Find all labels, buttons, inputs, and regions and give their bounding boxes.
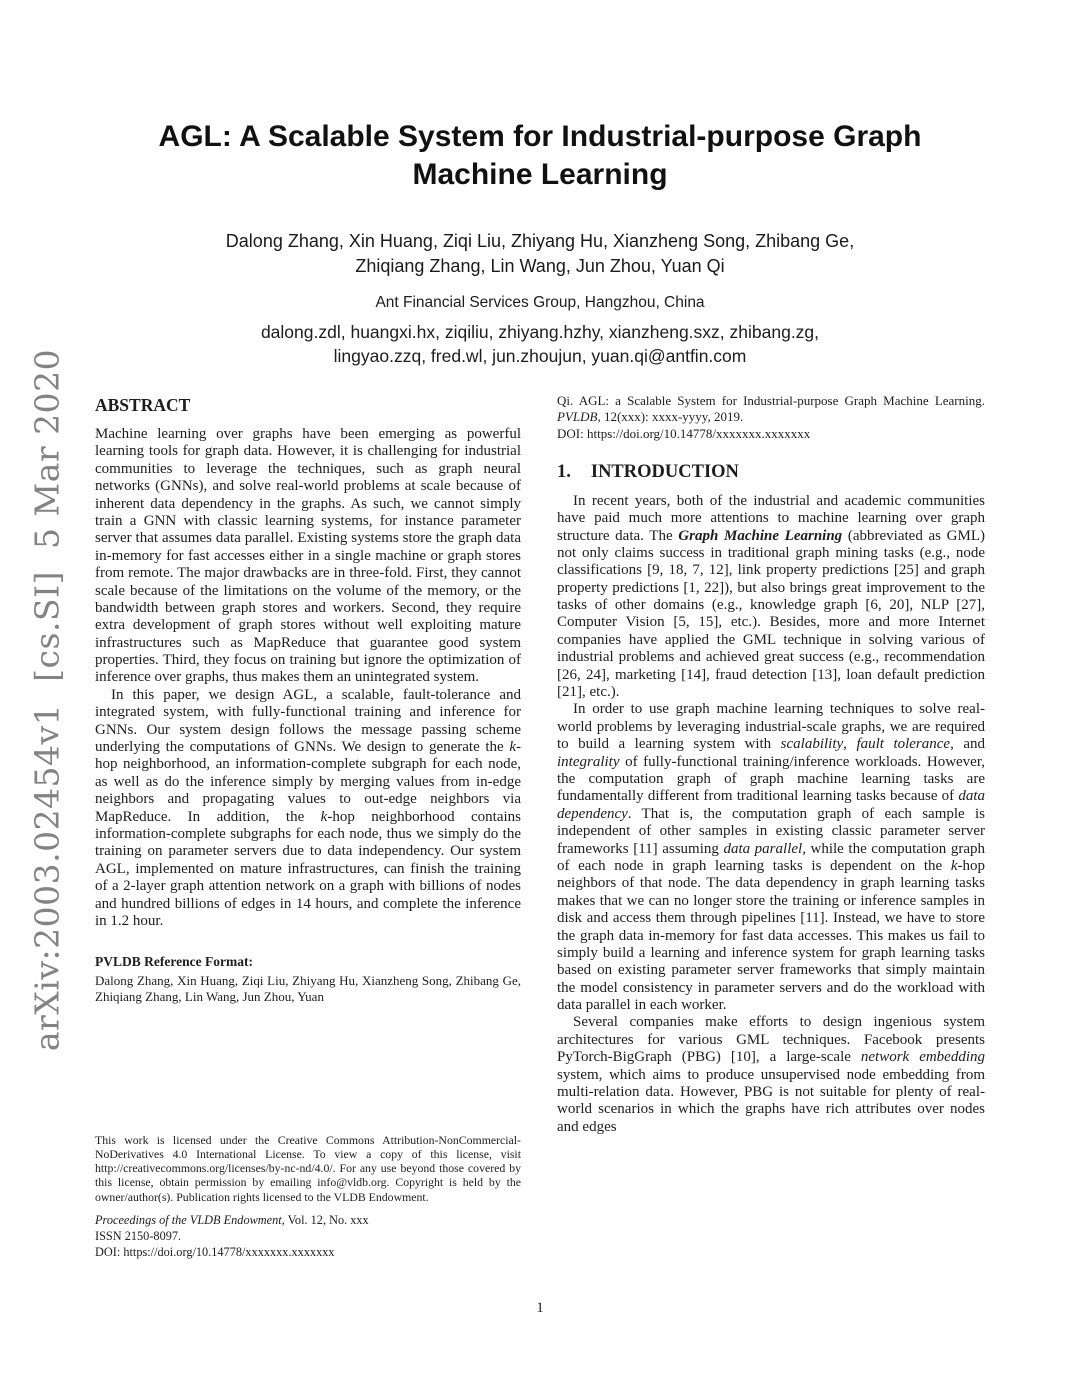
license-text: This work is licensed under the Creative Commons Attribution-NonCommercial-NoDerivatives 4.0 International License. To view a copy of this license, visit http://creativecommons.org/licenses/by-nc-nd/4.0/. For any use beyond those covered by this license, obtain permission by emailing info@vldb.org. Copyright is held by the owner/author(s). Publication rights licensed to the VLDB Endowment. [95,1133,521,1204]
title-line-1: AGL: A Scalable System for Industrial-purpose Graph [158,120,922,153]
section-number: 1. [557,461,571,482]
paper-title [0,118,1080,193]
reference-continuation [557,393,985,442]
section-title: INTRODUCTION [590,461,739,482]
proceedings-line: Proceedings of the VLDB Endowment, Vol. 12, No. xxx [95,1212,369,1227]
emails-line-2: lingyao.zzq, fred.wl, jun.zhoujun, yuan.qi@antfin.com [333,346,747,366]
paper-header [0,118,1080,369]
abstract-paragraph-1: Machine learning over graphs have been emerging as powerful learning tools for graph data. However, it is challenging for industrial communities to leverage the techniques, such as graph neural networks (GNNs), and solve real-world problems at scale because of inherent data dependency in the graphs. As such, we cannot simply train a GNN with classic learning systems, for instance parameter server that assumes data parallel. Existing systems store the graph data in-memory for fast accesses either in a single machine or graph stores from remote. The major drawbacks are in three-fold. First, they cannot scale because of the limitations on the volume of the memory, or the bandwidth between graph stores and workers. Second, they require extra development of graph stores without well exploiting mature infrastructures such as MapReduce that guarantee good system properties. Third, they focus on training but ignore the optimization of inference over graphs, thus makes them an unintegrated system. [95,426,521,686]
abstract-paragraph-2: In this paper, we design AGL, a scalable, fault-tolerance and integrated system, with fully-functional training and inference for GNNs. Our system design follows the message passing scheme underlying the computations of GNNs. We design to generate the k-hop neighborhood, an information-complete subgraph for each node, as well as do the inference simply by merging values from in-edge neighbors and propagating values to out-edge neighbors via MapReduce. In addition, the k-hop neighborhood contains information-complete subgraphs for each node, thus we simply do the training on parameter servers due to data independency. Our system AGL, implemented on mature infrastructures, can finish the training of a 2-layer graph attention network on a graph with billions of nodes and hundred billions of edges in 14 hours, and complete the inference in 1.2 hour. [95,686,521,929]
reference-continuation-text: Qi. AGL: a Scalable System for Industrial-purpose Graph Machine Learning. PVLDB, 12(xxx): xxxx-yyyy, 2019. [557,393,985,425]
introduction-paragraph-2: In order to use graph machine learning techniques to solve real-world problems by leveraging industrial-scale graphs, we are required to build a learning system with scalability, fault tolerance, and integrality of fully-functional training/inference workloads. However, the computation graph of graph machine learning tasks are fundamentally different from traditional learning tasks because of data dependency. That is, the computation graph of each sample is independent of other samples in existing classic parameter server frameworks [11] assuming data parallel, while the computation graph of each node in graph learning tasks is dependent on the k-hop neighbors of that node. The data dependency in graph learning tasks makes that we can no longer store the training or inference samples in disk and access them through pipelines [11]. Instead, we have to store the graph data in-memory for fast data accesses. This makes us fail to simply build a learning and inference system for graph learning tasks based on existing parameter server frameworks that simply maintain the model consistency in parameter servers and do the workload with data parallel in each worker. [557,701,986,1014]
issn-line: ISSN 2150-8097. [95,1228,182,1243]
page-footer [0,1300,1080,1317]
authors-line-2: Zhiqiang Zhang, Lin Wang, Jun Zhou, Yuan Qi [355,256,725,277]
author-emails [0,321,1080,368]
emails-line-1: dalong.zdl, huangxi.hx, ziqiliu, zhiyang.hzhy, xianzheng.sxz, zhibang.zg, [260,322,820,343]
affiliation: Ant Financial Services Group, Hangzhou, China [375,294,705,312]
abstract-heading: ABSTRACT [95,395,191,415]
right-column [557,393,985,1136]
introduction-heading [557,462,985,483]
license-block [95,1133,521,1261]
author-list [0,229,1080,279]
introduction-paragraph-1: In recent years, both of the industrial and academic communities have paid much more attentions to machine learning over graph structure data. The Graph Machine Learning (abbreviated as GML) not only claims success in traditional graph mining tasks (e.g., node classifications [9, 18, 7, 12], link property predictions [25] and graph property predictions [1, 22]), but also brings great improvement to the tasks of other domains (e.g., knowledge graph [6, 20], NLP [27], Computer Vision [5, 15], etc.). Besides, more and more Internet companies have applied the GML technique in solving various of industrial problems and achieved great success (e.g., recommendation [26, 24], marketing [14], fraud detection [13], loan default prediction [21], etc.). [557,492,985,701]
title-line-2: Machine Learning [412,157,668,191]
arxiv-watermark: arXiv:2003.02454v1 [cs.SI] 5 Mar 2020 [27,348,67,1052]
introduction-paragraph-3: Several companies make efforts to design ingenious system architectures for various GML techniques. Facebook presents PyTorch-BigGraph (PBG) [10], a large-scale network embedding system, which aims to produce unsupervised node embedding from multi-relation data. However, PBG is not suitable for plenty of real-world scenarios in which the graphs have rich attributes over nodes and edges [557,1014,986,1135]
pvldb-reference-format [95,954,521,1005]
page-number: 1 [536,1300,544,1316]
left-column [95,393,521,1005]
pvldb-reference-text: Dalong Zhang, Xin Huang, Ziqi Liu, Zhiyang Hu, Xianzheng Song, Zhibang Ge, Zhiqiang Zhang, Lin Wang, Jun Zhou, Yuan [95,973,521,1005]
publication-info [95,1213,521,1261]
pvldb-reference-heading: PVLDB Reference Format: [95,954,253,970]
doi-line: DOI: https://doi.org/10.14778/xxxxxxx.xxxxxxx [95,1244,335,1259]
authors-line-1: Dalong Zhang, Xin Huang, Ziqi Liu, Zhiyang Hu, Xianzheng Song, Zhibang Ge, [225,231,855,251]
reference-continuation-doi: DOI: https://doi.org/10.14778/xxxxxxx.xxxxxxx [557,425,811,441]
